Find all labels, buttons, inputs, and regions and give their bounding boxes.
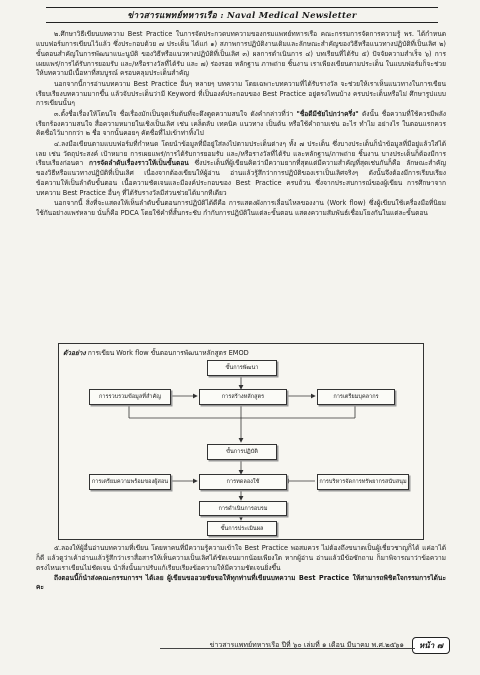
footer-rule bbox=[160, 648, 415, 649]
node-evaluate: การดำเนินการอบรม bbox=[199, 501, 287, 516]
page-number: หน้า ๗ bbox=[412, 637, 450, 654]
newsletter-header bbox=[46, 7, 438, 23]
node-survey: การรวบรวมข้อมูลที่สำคัญ bbox=[89, 389, 171, 405]
figure-lead: ตัวอย่าง bbox=[63, 349, 86, 357]
footer-issue: ข่าวสารแพทย์ทหารเรือ ปีที่ ๖๐ เล่มที่ ๑ เดือน มีนาคม พ.ศ.๒๕๖๑ bbox=[209, 640, 404, 649]
header-title: ข่าวสารแพทย์ทหารเรือ : Naval Medical Newsletter bbox=[127, 11, 357, 21]
emphasis-sequence: การจัดลำดับเรื่องราวให้เป็นขั้นตอน bbox=[89, 159, 189, 168]
paragraph-2: นอกจากนี้การอ่านบทความ Best Practice อื่นๆ หลายๆ บทความ โดยเฉพาะบทความที่ได้รับรางวัล จะช่วยให้เราเห็นแนวทางในการเขียนเรียบเรียงบทความมากขึ้น แล้วจับประเด็นว่ามี Keyword ที่เป็นองค์ประกอบของ Best Practice อยู่ตรงไหนบ้าง ครบประเด็นหรือไม่ ศึกษารูปแบบการเขียนนั้นๆ bbox=[36, 79, 446, 108]
node-train: การเตรียมบุคลากร bbox=[317, 389, 395, 405]
paragraph-7: ถึงตอนนี้ก็นำส่งคณะกรรมการฯ ได้เลย ผู้เขียนขออวยชัยขอให้ทุกท่านที่เขียนบทความ Best Practice ให้สามารถพิชิตใจกรรมการได้นะคะ bbox=[36, 573, 446, 592]
node-start: ขั้นการพัฒนา bbox=[207, 360, 277, 376]
page-footer bbox=[160, 637, 450, 653]
node-pilot: การทดลองใช้ bbox=[199, 474, 287, 490]
figure-caption-text: การเขียน Work flow ขั้นตอนการพัฒนาหลักสูตร EMOD bbox=[85, 349, 249, 357]
node-admin: การบริหารจัดการทรัพยากรสนับสนุม bbox=[317, 474, 409, 490]
node-end: ขั้นการประเมินผล bbox=[207, 521, 277, 536]
paragraph-4: ๔.ลงมือเขียนตามแบบฟอร์มที่กำหนด โดยนำข้อมูลที่มีอยู่ใส่ลงไปตามประเด็นต่างๆ ทั้ง ๗ ประเด็น ซึ่งบางประเด็นก็นำข้อมูลที่มีอยู่แล้วใส่ได้เลย เช่น วัตถุประสงค์ เป้าหมาย การเผยแพร่/การได้รับการยอมรับ และ/หรือรางวัลที่ได้รับ และหลักฐาน/ภาพถ่าย ชิ้นงาน บางประเด็นก็ต้องมีการเรียบเรียงก่อนตา การจัดลำดับเรื่องราวให้เป็นขั้นตอน ซึ่งประเด็นที่ผู้เขียนคิดว่ามีความยากที่สุดแต่มีความสำคัญที่สุดเช่นกันก็คือ ลักษณะสำคัญของวิธีหรือแนวทางปฏิบัติที่เป็นเลิศ เนื่องจากต้องเขียนให้ผู้อ่าน อ่านแล้วรู้สึกว่าการปฏิบัติของเราเป็นเลิศจริงๆ ดังนั้นจึงต้องมีการเรียบเรียงข้อความให้เป็นลำดับขั้นตอน เนื้อความชัดเจนและมีองค์ประกอบของ Best Practice ครบถ้วน ซึ่งจากประสบการณ์ของผู้เขียน การศึกษาจากบทความ Best Practice อื่นๆ ที่ได้รับรางวัลมีส่วนช่วยได้มากทีเดียว bbox=[36, 139, 447, 197]
closing-section bbox=[36, 544, 446, 593]
paragraph-5: นอกจากนี้ สิ่งที่จะแสดงให้เห็นลำดับขั้นตอนการปฏิบัติได้ดีคือ การแสดงผังการเลื่อนไหลของงาน (Work flow) ซึ่งผู้เขียนใช้เครื่องมือที่นิยมใช้กันอย่างแพร่หลาย นั่นก็คือ PDCA โดยใช้คำที่สั้นกระชับ กำกับการปฏิบัติในแต่ละขั้นตอน แสดงความสัมพันธ์เชื่อมโยงกันในแต่ละขั้นตอน bbox=[36, 199, 446, 218]
node-teach: การเตรียมความพร้อมของผู้สอน bbox=[89, 474, 171, 490]
node-draft: การสร้างหลักสูตร bbox=[199, 389, 287, 405]
node-implement: ขั้นการปฏิบัติ bbox=[207, 444, 277, 460]
emphasis-slogan: "ชื่อดีมีชัยไปกว่าครึ่ง" bbox=[296, 109, 359, 118]
article-body bbox=[36, 30, 446, 220]
paragraph-1: ๒.ศึกษาวิธีเขียนบทความ Best Practice ในการจัดประกวดบทความของกรมแพทย์ทหารเรือ คณะกรรมการจัดการความรู้ พร. ได้กำหนดแบบฟอร์มการเขียนไว้แล้ว ซึ่งประกอบด้วย ๗ ประเด็น ได้แก่ ๑) สภาพการปฏิบัติงานเดิมและลักษณะสำคัญของวิธีหรือแนวทางปฏิบัติที่เป็นเลิศ ๒) ขั้นตอนสำคัญในการพัฒนาแนะนูบัติ ของวิธีหรือแนวทางปฏิบัติที่เป็นเลิศ ๓) ผลการดำเนินการ ๔) บทเรียนที่ได้รับ ๕) ปัจจัยความสำเร็จ ๖) การเผยแพร่/การได้รับการยอมรับ และ/หรือรางวัลที่ได้รับ และ ๗) ร่องรอย หลักฐาน ภาพถ่าย ชิ้นงาน เราเพียงเขียนตามประเด็น ในแบบฟอร์มก็จะช่วยให้บทความมีเนื้อหาที่สมบูรณ์ ครอบคลุมประเด็นสำคัญ bbox=[36, 30, 446, 78]
workflow-figure bbox=[58, 343, 424, 540]
paragraph-6: ๕.ลองให้ผู้อื่นอ่านบทความที่เขียน โดยหาคนที่มีความรู้ความเข้าใจ Best Practice พอสมควร ไม่ต้องถึงขนาดเป็นผู้เชี่ยวชาญก็ได้ แค่อาได้ก็ดี แล้วดูว่าเค้าอ่านแล้วรู้สึกว่าเราสื่อสารให้เห็นความเป็นเลิศได้ชัดเจนมากน้อยเพียงใด หากผู้อ่าน อ่านแล้วมีข้อซักถาม ก็มาพิจารณาว่าข้อความตรงไหนเราเขียนไม่ชัดเจน นำสิ่งนั้นมาปรับแก้เรียบเรียงข้อความให้มีความชัดเจนยิ่งขึ้น bbox=[36, 544, 446, 572]
paragraph-3: ๓.ตั้งชื่อเรื่องให้โดนใจ ชื่อเรื่องมักเป็นจุดเริ่มต้นที่จะดึงดูดความสนใจ ดังคำกล่าวที่ว่า "ชื่อดีมีชัยไปกว่าครึ่ง" ดังนั้น ชื่อความที่ใช้ควรมีพลังเรียกร้องความสนใจ สื่อความหมายในเชิงเป็นเลิศ เช่น เคล็ดลับ เทคนิค แนวทาง เป็นต้น หรือใช้คำถามเช่น อะไร ทำไม อย่างไร ในตอนแรกควรคิดชื่อไว้มากกว่า ๒ ชื่อ จากนั้นคอยๆ คัดชื่อที่ไม่เข้าท่าทิ้งไป bbox=[36, 109, 446, 138]
